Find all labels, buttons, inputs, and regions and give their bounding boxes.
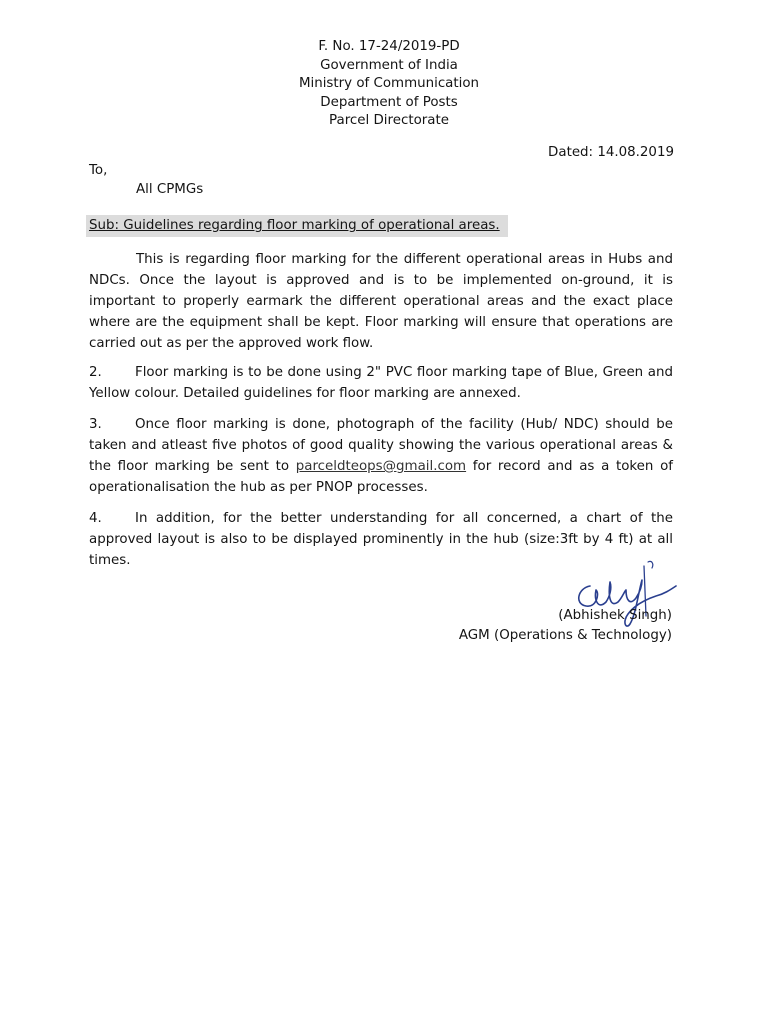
government-line: Government of India (320, 57, 458, 73)
subject-text: Sub: Guidelines regarding floor marking of operational areas. (89, 218, 500, 233)
email-link[interactable]: parceldteops@gmail.com (295, 459, 467, 474)
recipient: All CPMGs (136, 182, 204, 197)
signatory-title: AGM (Operations & Technology) (458, 628, 672, 643)
to-label: To, (89, 163, 108, 178)
signatory-name: (Abhishek Singh) (558, 608, 672, 623)
date-line: Dated: 14.08.2019 (548, 145, 674, 160)
subject-line (86, 215, 508, 237)
paragraph-4-number: 4. (89, 511, 102, 526)
handwritten-signature (560, 556, 690, 636)
paragraph-3-text-after: for record and as a token of operationalisation the hub as per PNOP processes. (89, 459, 673, 495)
paragraph-2-number: 2. (89, 365, 102, 380)
file-number: F. No. 17-24/2019-PD (318, 39, 460, 54)
department-line: Department of Posts (320, 94, 458, 110)
paragraph-1-text: This is regarding floor marking for the different operational areas in Hubs and NDCs. Once the layout is approved and is to be implemented on-ground, it is important to properly earmark the different operational areas and the exact place where are the equipment shall be kept. Floor marking will ensure that operations are carried out as per the approved work flow. (89, 252, 673, 351)
paragraph-2-text: Floor marking is to be done using 2" PVC floor marking tape of Blue, Green and Yellow colour. Detailed guidelines for floor marking are annexed. (89, 365, 673, 401)
paragraph-2 (89, 362, 673, 404)
paragraph-3-number: 3. (89, 417, 102, 432)
paragraph-3 (89, 414, 673, 498)
paragraph-3-text-before: Once floor marking is done, photograph of the facility (Hub/ NDC) should be taken and atleast five photos of good quality showing the various operational areas & the floor marking be sent to (89, 417, 673, 474)
paragraph-1 (89, 249, 673, 354)
directorate-line: Parcel Directorate (329, 113, 449, 128)
paragraph-4-text: In addition, for the better understanding for all concerned, a chart of the approved layout is also to be displayed prominently in the hub (size:3ft by 4 ft) at all times. (89, 511, 673, 568)
ministry-line: Ministry of Communication (298, 76, 480, 91)
letter-header (0, 38, 768, 131)
